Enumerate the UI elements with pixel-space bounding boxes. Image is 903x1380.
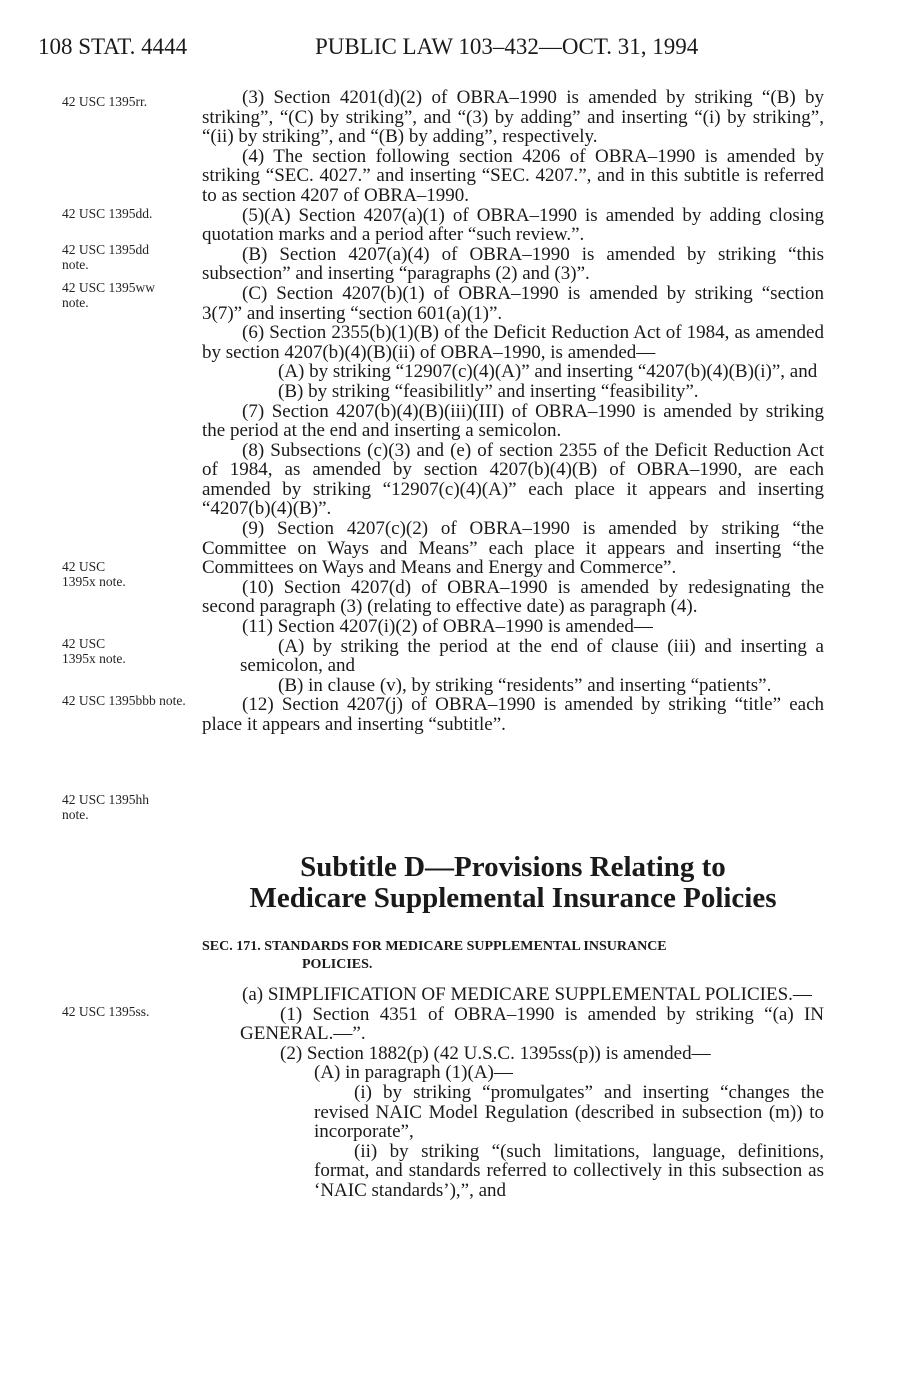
subtitle-line-2: Medicare Supplemental Insurance Policies [249,882,777,914]
clause-a2Aii: (ii) by striking “(such limitations, language, definitions, format, and standards referred to collectively in this subsection as ‘NAIC standards’),”, and [314,1140,824,1201]
margin-note: 42 USC 1395dd. [62,206,153,221]
paragraph-11: (11) Section 4207(i)(2) of OBRA–1990 is amended— [242,616,653,638]
margin-note: 42 USC 1395dd note. [62,242,150,272]
clause-a2Ai: (i) by striking “promulgates” and inserting “changes the revised NAIC Model Regulation (described in subsection (m)) to incorporate”, [314,1081,824,1143]
running-header: PUBLIC LAW 103–432—OCT. 31, 1994 [315,34,699,59]
margin-note: 42 USC 1395ww note. [62,280,156,310]
paragraph-9: (9) Section 4207(c)(2) of OBRA–1990 is amended by striking “the Committee on Ways and Means” each place it appears and inserting “the Committees on Ways and Means and Energy and Commerce”. [202,518,824,579]
section-heading-line-2: POLICIES. [302,957,373,972]
paragraph-8: (8) Subsections (c)(3) and (e) of section 2355 of the Deficit Reduction Act of 1984, as amended by section 4207(b)(4)(B) of OBRA–1990, are each amended by striking “12907(c)(4)(A)” each place it appears and inserting “4207(b)(4)(B)”. [202,439,824,520]
subtitle-line-1: Subtitle D—Provisions Relating to [300,851,726,883]
subparagraph-a2A: (A) in paragraph (1)(A)— [314,1062,513,1084]
paragraph-5a: (5)(A) Section 4207(a)(1) of OBRA–1990 is amended by adding closing quotation marks and a period after “such review.”. [202,204,824,246]
paragraph-6b: (B) by striking “feasibilitly” and inserting “feasibility”. [278,380,699,402]
paragraph-6: (6) Section 2355(b)(1)(B) of the Deficit Reduction Act of 1984, as amended by section 4207(b)(4)(B)(ii) of OBRA–1990, is amended— [202,322,824,363]
section-heading-line-1: SEC. 171. STANDARDS FOR MEDICARE SUPPLEMENTAL INSURANCE [202,939,667,954]
paragraph-10: (10) Section 4207(d) of OBRA–1990 is amended by redesignating the second paragraph (3) (relating to effective date) as paragraph (4). [202,576,824,618]
margin-note: 42 USC 1395rr. [62,94,148,109]
paragraph-a1: (1) Section 4351 of OBRA–1990 is amended by striking “(a) IN GENERAL.—”. [240,1003,824,1045]
paragraph-5c: (C) Section 4207(b)(1) of OBRA–1990 is amended by striking “section 3(7)” and inserting “section 601(a)(1)”. [202,282,824,324]
paragraph-a2: (2) Section 1882(p) (42 U.S.C. 1395ss(p)) is amended— [280,1042,711,1064]
margin-note: 42 USC 1395hh note. [62,792,150,822]
paragraph-7: (7) Section 4207(b)(4)(B)(iii)(III) of OBRA–1990 is amended by striking the period at the end and inserting a semicolon. [202,400,824,442]
section-heading [202,938,824,974]
section-171-body [202,985,824,1201]
margin-note: 42 USC 1395x note. [62,559,126,589]
margin-note: 42 USC 1395x note. [62,636,126,666]
subsection-a: (a) SIMPLIFICATION OF MEDICARE SUPPLEMENTAL POLICIES.— [242,984,812,1005]
paragraph-11a: (A) by striking the period at the end of clause (iii) and inserting a semicolon, and [240,635,824,677]
page-stat-reference: 108 STAT. 4444 [38,34,188,59]
paragraph-12: (12) Section 4207(j) of OBRA–1990 is amended by striking “title” each place it appears and inserting “subtitle”. [202,694,824,735]
paragraph-11b: (B) in clause (v), by striking “residents” and inserting “patients”. [278,674,772,696]
paragraph-3: (3) Section 4201(d)(2) of OBRA–1990 is amended by striking “(B) by striking”, “(C) by striking”, and “(3) by adding” and inserting “(i) by striking”, “(ii) by striking”, and “(B) by adding”, respectively. [202,87,824,148]
paragraph-4: (4) The section following section 4206 of OBRA–1990 is amended by striking “SEC. 4027.” and inserting “SEC. 4207.”, and in this subtitle is referred to as section 4207 of OBRA–1990. [202,145,824,206]
subtitle-heading [202,852,824,914]
paragraph-6a: (A) by striking “12907(c)(4)(A)” and inserting “4207(b)(4)(B)(i)”, and [278,361,818,383]
margin-note: 42 USC 1395ss. [62,1004,150,1019]
amendments-body [202,88,824,735]
margin-note: 42 USC 1395bbb note. [62,693,186,708]
paragraph-5b: (B) Section 4207(a)(4) of OBRA–1990 is amended by striking “this subsection” and inserting “paragraphs (2) and (3)”. [202,243,824,285]
